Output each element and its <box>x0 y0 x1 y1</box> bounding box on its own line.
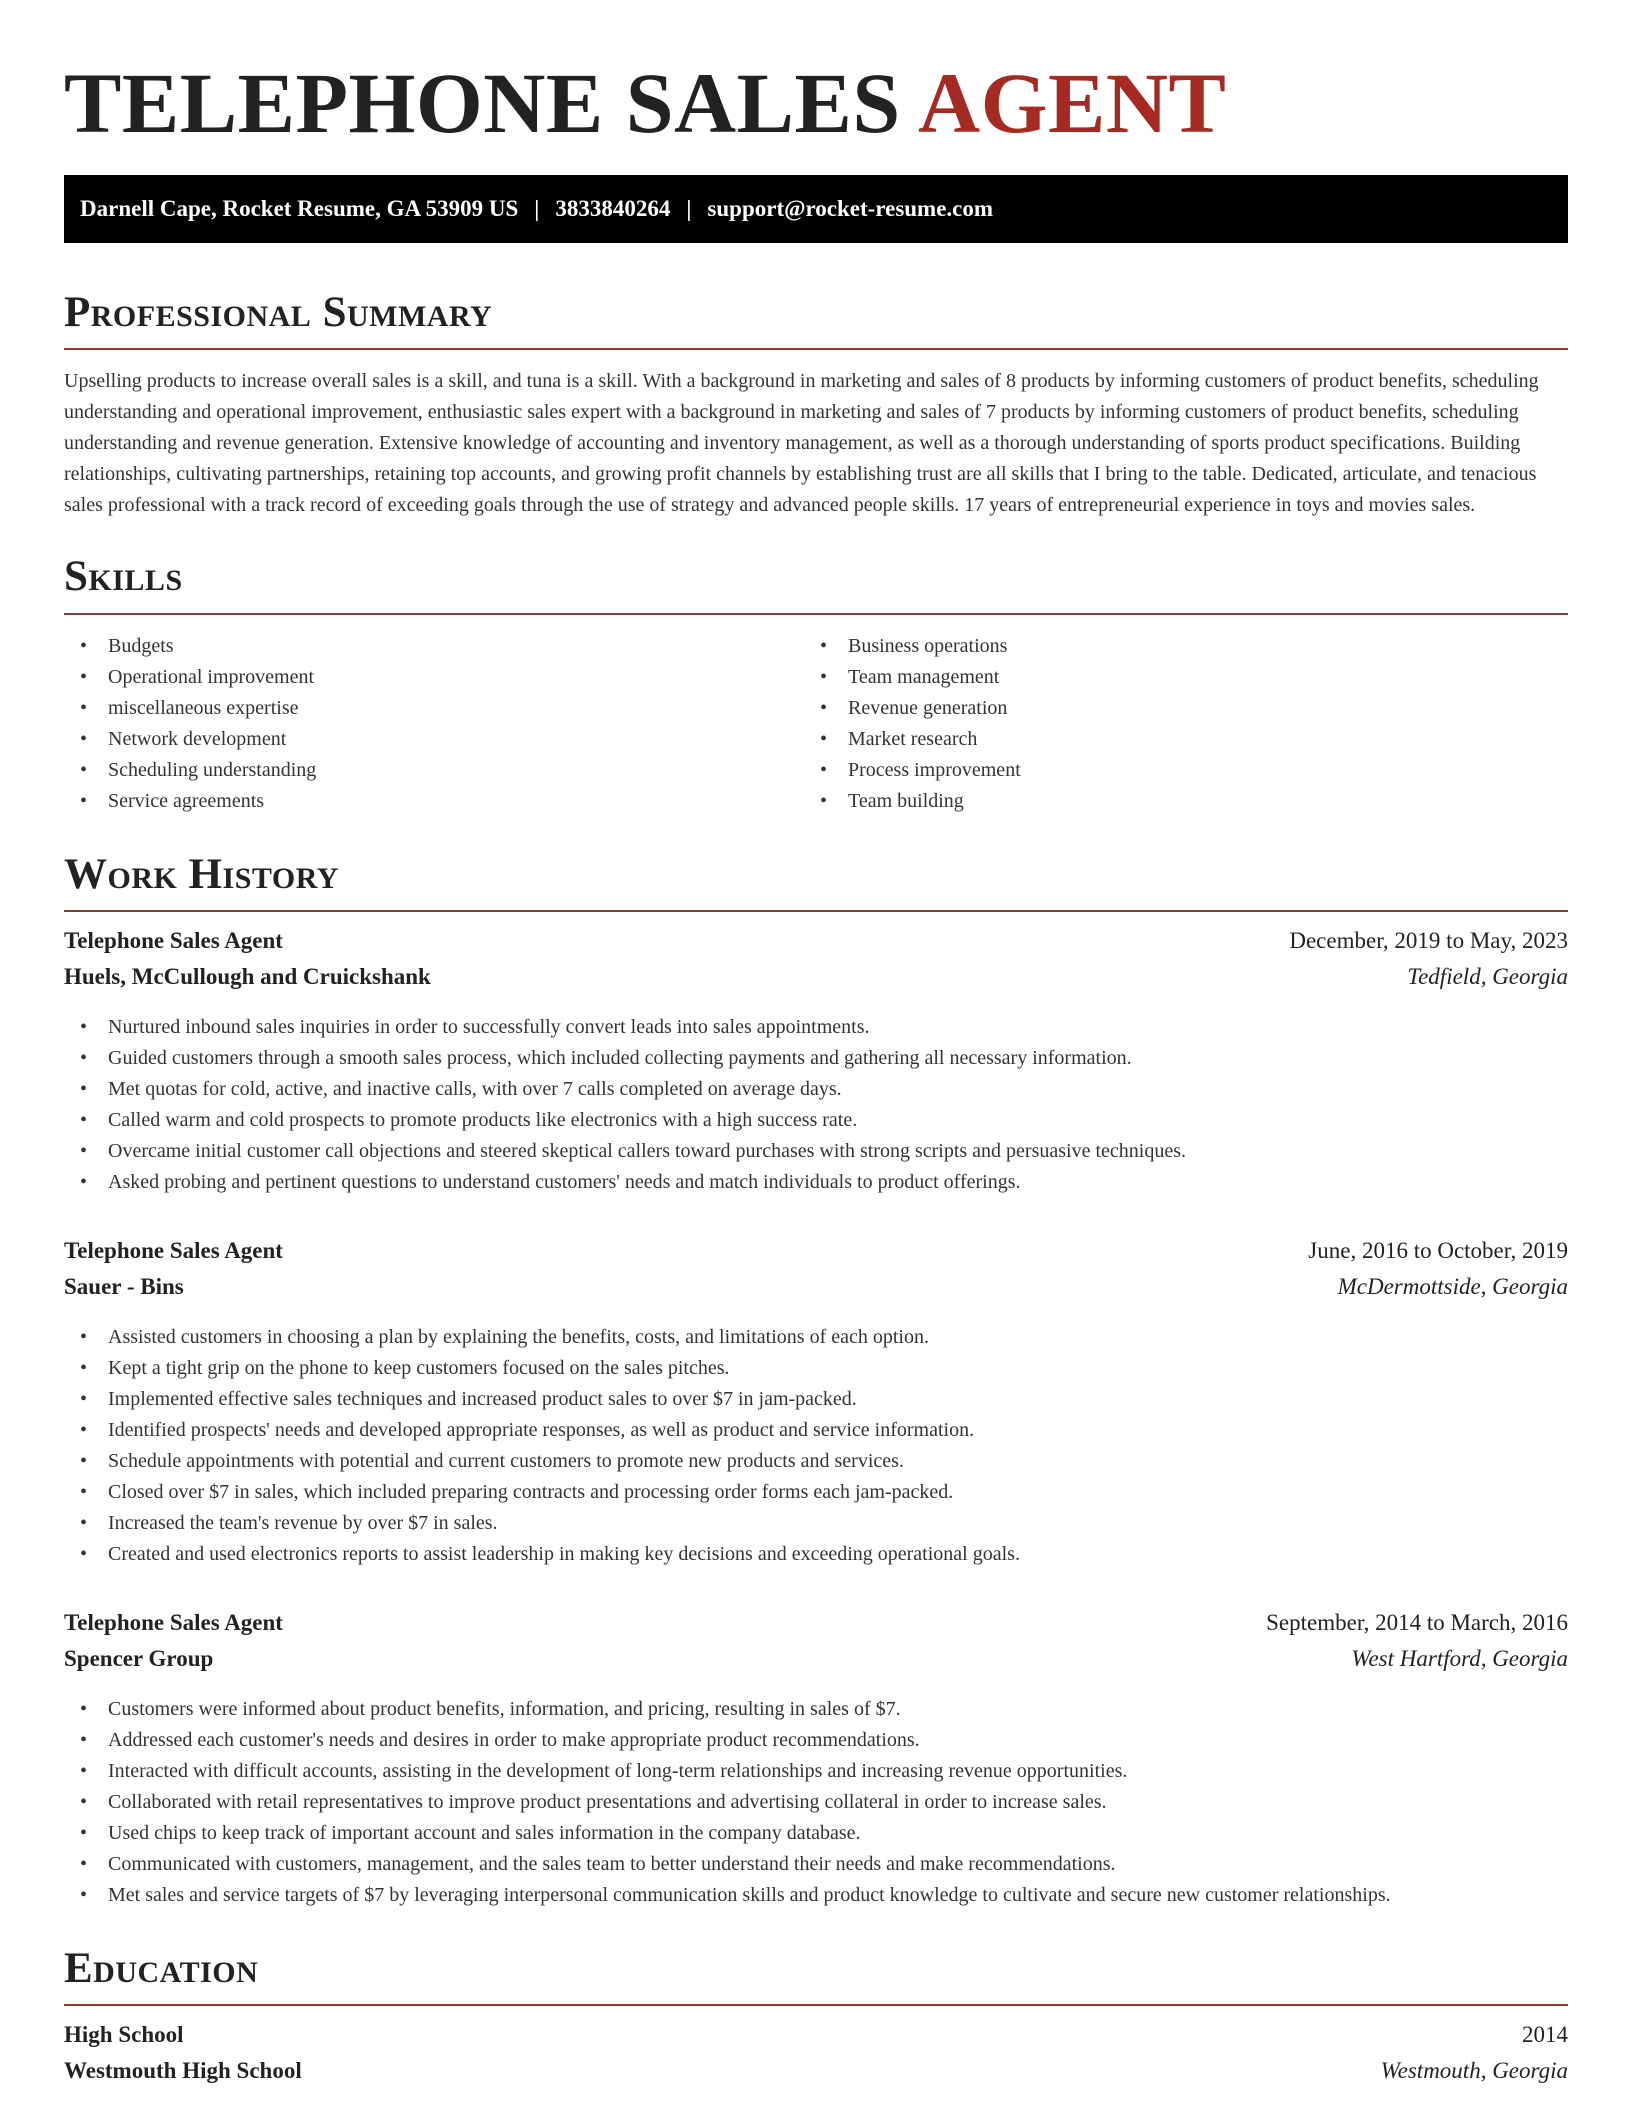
job-bullet: • Implemented effective sales techniques and increased product sales to over $7 in jam-packed. <box>64 1384 1568 1415</box>
skill-item: • Process improvement <box>804 755 1544 786</box>
skill-item: • Operational improvement <box>64 662 804 693</box>
job-bullet: • Created and used electronics reports to assist leadership in making key decisions and exceeding operational goals. <box>64 1539 1568 1570</box>
job-bullet: • Met sales and service targets of $7 by leveraging interpersonal communication skills and product knowledge to cultivate and secure new customer relationships. <box>64 1880 1568 1911</box>
section-divider <box>64 2004 1568 2006</box>
section-heading: Work History <box>64 850 339 898</box>
job-bullet: • Kept a tight grip on the phone to keep customers focused on the sales pitches. <box>64 1353 1568 1384</box>
education-school-row <box>64 2058 1568 2094</box>
job-bullet: • Communicated with customers, management, and the sales team to better understand their needs and make recommendations. <box>64 1849 1568 1880</box>
contact-bar <box>64 175 1568 243</box>
job-bullet: • Closed over $7 in sales, which included preparing contracts and processing order forms each jam-packed. <box>64 1477 1568 1508</box>
work-history-section <box>64 851 1568 1911</box>
job-entry <box>64 1610 1568 1911</box>
section-heading: Professional Summary <box>64 289 493 337</box>
job-bullet: • Schedule appointments with potential and current customers to promote new products and services. <box>64 1446 1568 1477</box>
job-header-row <box>64 928 1568 964</box>
skill-item: • Revenue generation <box>804 693 1544 724</box>
job-bullet: • Used chips to keep track of important account and sales information in the company database. <box>64 1818 1568 1849</box>
skill-item: • Business operations <box>804 631 1544 662</box>
job-header-row <box>64 1610 1568 1646</box>
skill-item: • Budgets <box>64 631 804 662</box>
job-bullet: • Met quotas for cold, active, and inactive calls, with over 7 calls completed on average days. <box>64 1074 1568 1105</box>
job-bullets <box>64 1012 1568 1198</box>
job-role: Telephone Sales Agent <box>64 1610 283 1636</box>
job-bullet: • Customers were informed about product benefits, information, and pricing, resulting in sales of $7. <box>64 1694 1568 1725</box>
job-bullet: • Asked probing and pertinent questions to understand customers' needs and match individuals to product offerings. <box>64 1167 1568 1198</box>
job-bullet: • Identified prospects' needs and developed appropriate responses, as well as product and service information. <box>64 1415 1568 1446</box>
job-company: Spencer Group <box>64 1646 214 1672</box>
contact-separator: | <box>686 196 692 222</box>
section-divider <box>64 613 1568 615</box>
education-header-row <box>64 2022 1568 2058</box>
skill-item: • miscellaneous expertise <box>64 693 804 724</box>
contact-email: support@rocket-resume.com <box>707 196 994 222</box>
job-bullet: • Called warm and cold prospects to promote products like electronics with a high success rate. <box>64 1105 1568 1136</box>
contact-address: Darnell Cape, Rocket Resume, GA 53909 US <box>80 196 519 222</box>
job-bullet: • Increased the team's revenue by over $7 in sales. <box>64 1508 1568 1539</box>
title-accent: AGENT <box>918 55 1227 151</box>
job-bullet: • Overcame initial customer call objections and steered skeptical callers toward purchases with strong scripts and persuasive techniques. <box>64 1136 1568 1167</box>
professional-summary-section <box>64 289 1568 521</box>
education-location: Westmouth, Georgia <box>1380 2058 1568 2084</box>
job-bullet: • Interacted with difficult accounts, assisting in the development of long-term relationships and increasing revenue opportunities. <box>64 1756 1568 1787</box>
skill-item: • Network development <box>64 724 804 755</box>
job-bullets <box>64 1322 1568 1570</box>
job-bullets <box>64 1694 1568 1911</box>
job-role: Telephone Sales Agent <box>64 928 283 954</box>
contact-phone: 3833840264 <box>555 196 671 222</box>
job-bullet: • Nurtured inbound sales inquiries in order to successfully convert leads into sales appointments. <box>64 1012 1568 1043</box>
summary-text: Upselling products to increase overall sales is a skill, and tuna is a skill. With a background in marketing and sales of 8 products by informing customers of product benefits, scheduling understanding and operational improvement, enthusiastic sales expert with a background in marketing and sales of 7 products by informing customers of product benefits, scheduling understanding and revenue generation. Extensive knowledge of accounting and inventory management, as well as a thorough understanding of sports product specifications. Building relationships, cultivating partnerships, retaining top accounts, and growing profit channels by establishing trust are all skills that I bring to the table. Dedicated, articulate, and tenacious sales professional with a track record of exceeding goals through the use of strategy and advanced people skills. 17 years of entrepreneurial experience in toys and movies sales. <box>64 370 1539 517</box>
section-divider <box>64 348 1568 350</box>
job-entry <box>64 1238 1568 1570</box>
job-dates: September, 2014 to March, 2016 <box>1266 1610 1568 1636</box>
education-section <box>64 1945 1568 2094</box>
job-bullet: • Guided customers through a smooth sales process, which included collecting payments and gathering all necessary information. <box>64 1043 1568 1074</box>
job-company-row <box>64 1274 1568 1310</box>
job-company-row <box>64 964 1568 1000</box>
job-dates: December, 2019 to May, 2023 <box>1289 928 1568 954</box>
skills-grid <box>64 631 1568 817</box>
skills-column-left <box>64 631 804 817</box>
education-degree: High School <box>64 2022 184 2048</box>
section-divider <box>64 910 1568 912</box>
skill-item: • Market research <box>804 724 1544 755</box>
skill-item: • Scheduling understanding <box>64 755 804 786</box>
section-heading: Education <box>64 1945 259 1993</box>
education-year: 2014 <box>1522 2022 1568 2048</box>
job-company: Sauer - Bins <box>64 1274 184 1300</box>
skill-item: • Team management <box>804 662 1544 693</box>
job-company-row <box>64 1646 1568 1682</box>
job-header-row <box>64 1238 1568 1274</box>
job-company: Huels, McCullough and Cruickshank <box>64 964 431 990</box>
job-location: Tedfield, Georgia <box>1407 964 1568 990</box>
job-dates: June, 2016 to October, 2019 <box>1308 1238 1568 1264</box>
education-school: Westmouth High School <box>64 2058 302 2084</box>
job-bullet: • Addressed each customer's needs and desires in order to make appropriate product recommendations. <box>64 1725 1568 1756</box>
title-main: TELEPHONE SALES <box>64 55 901 151</box>
job-bullet: • Assisted customers in choosing a plan by explaining the benefits, costs, and limitations of each option. <box>64 1322 1568 1353</box>
section-heading: Skills <box>64 553 183 601</box>
job-location: West Hartford, Georgia <box>1351 1646 1568 1672</box>
job-bullet: • Collaborated with retail representatives to improve product presentations and advertising collateral in order to increase sales. <box>64 1787 1568 1818</box>
contact-separator: | <box>534 196 540 222</box>
skills-column-right <box>804 631 1544 817</box>
skill-item: • Service agreements <box>64 786 804 817</box>
skill-item: • Team building <box>804 786 1544 817</box>
job-role: Telephone Sales Agent <box>64 1238 283 1264</box>
job-location: McDermottside, Georgia <box>1337 1274 1568 1300</box>
job-entry <box>64 928 1568 1198</box>
resume-title <box>64 52 1568 155</box>
skills-section <box>64 553 1568 816</box>
